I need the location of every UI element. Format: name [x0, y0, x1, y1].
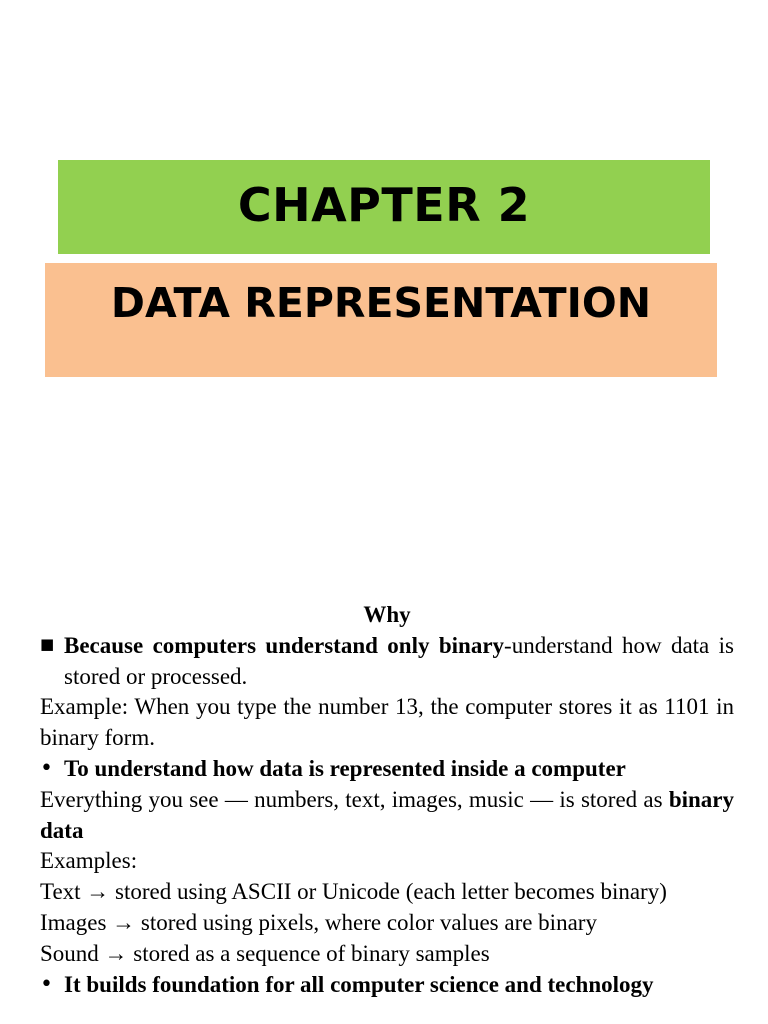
- chapter-title: CHAPTER 2: [237, 178, 531, 232]
- paragraph-bold-text: binary data: [40, 786, 734, 843]
- section-heading: Why: [363, 602, 411, 627]
- example-paragraph: Example: When you type the number 13, the computer stores it as 1101 in binary form.: [40, 694, 734, 751]
- example-sound-line: Sound → stored as a sequence of binary samples: [40, 940, 490, 966]
- example-images-line: Images → stored using pixels, where color values are binary: [40, 909, 597, 935]
- bullet-text: -understand how data is stored or processed.: [64, 632, 734, 689]
- everything-paragraph: [40, 785, 734, 847]
- paragraph-text: Everything you see — numbers, text, images, music — is stored as: [40, 786, 669, 812]
- body-content: [40, 600, 734, 1000]
- square-bullet-icon: ■: [40, 634, 55, 653]
- bullet-item-foundation: [40, 970, 734, 1001]
- example-text-line: Text → stored using ASCII or Unicode (each letter becomes binary): [40, 879, 667, 905]
- bullet-bold-text: Because computers understand only binary: [64, 632, 505, 658]
- chapter-subtitle: DATA REPRESENTATION: [110, 279, 652, 327]
- round-bullet-icon: •: [40, 971, 53, 997]
- bullet-item-representation: [40, 754, 734, 785]
- round-bullet-icon: •: [40, 755, 53, 781]
- bullet-bold-text: It builds foundation for all computer science and technology: [64, 971, 654, 997]
- chapter-banner: [58, 160, 710, 254]
- bullet-bold-text: To understand how data is represented inside a computer: [64, 755, 626, 781]
- examples-label: Examples:: [40, 848, 138, 874]
- bullet-item-binary: [40, 631, 734, 693]
- subtitle-banner: [45, 263, 717, 377]
